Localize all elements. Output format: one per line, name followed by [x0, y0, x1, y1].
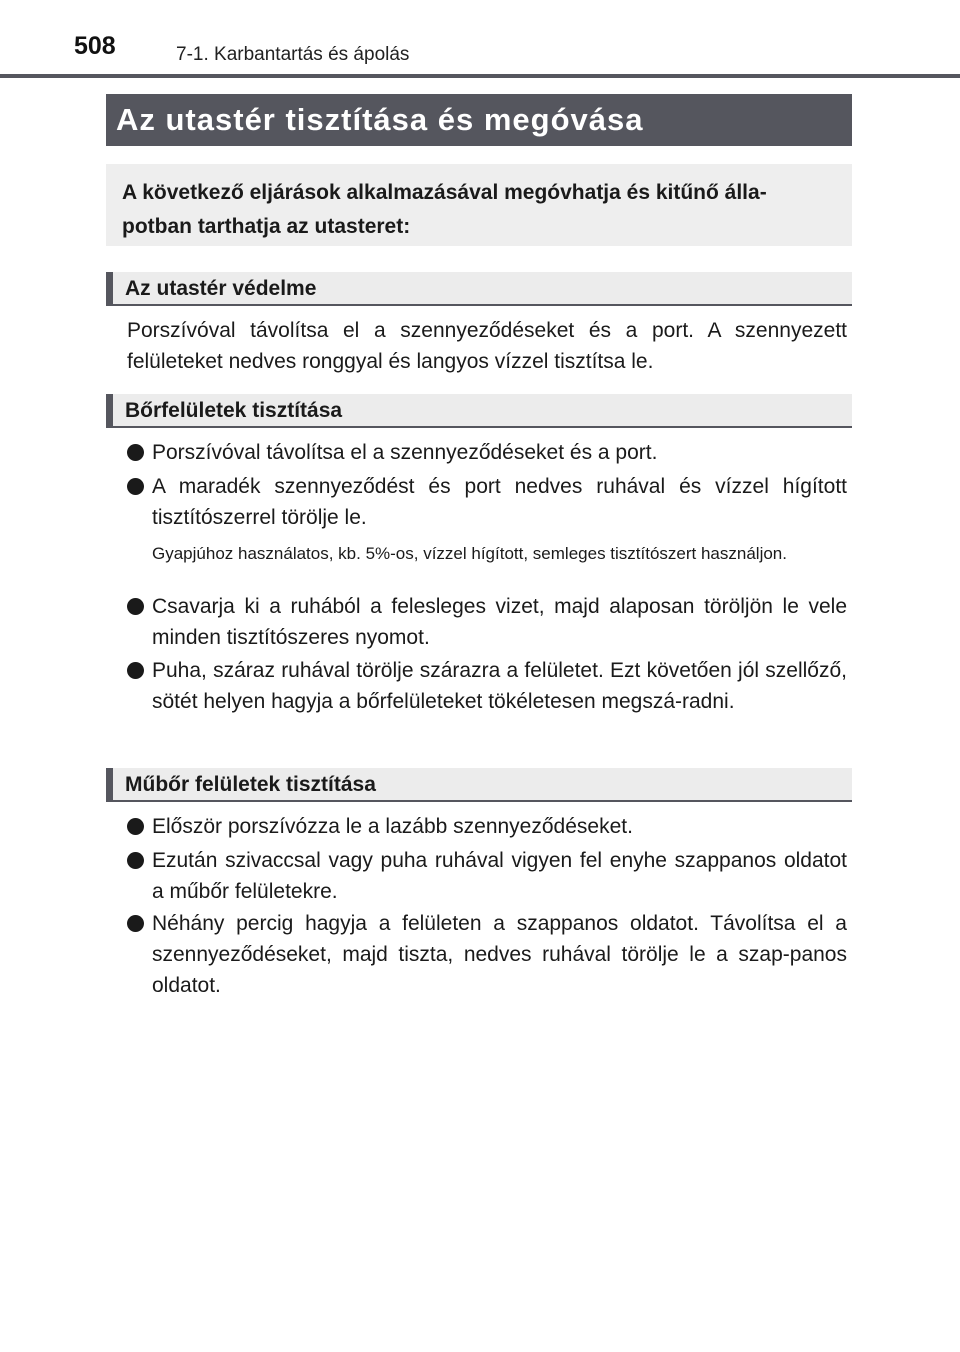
- section-heading-interior-protection: Az utastér védelme: [106, 272, 852, 306]
- page-header: [0, 0, 960, 80]
- list-item: [127, 591, 847, 653]
- list-item-text: Porszívóval távolítsa el a szennyeződéseket és a port.: [152, 441, 658, 464]
- list-item: [127, 655, 847, 717]
- list-item-text: Csavarja ki a ruhából a felesleges vizet, majd alaposan töröljön le vele minden tisztítószeres nyomot.: [152, 595, 847, 649]
- page-title: Az utastér tisztítása és megóvása: [106, 94, 852, 146]
- section-heading-leather-cleaning: Bőrfelületek tisztítása: [106, 394, 852, 428]
- list-item: [127, 437, 847, 468]
- list-item: [127, 471, 847, 533]
- list-item: [127, 908, 847, 1001]
- page-number: 508: [74, 32, 116, 60]
- bullet-icon: [127, 662, 144, 679]
- list-item: [127, 811, 847, 842]
- list-item-text: Néhány percig hagyja a felületen a szappanos oldatot. Távolítsa el a szennyeződéseket, majd tiszta, nedves ruhával törölje le a szap-panos oldatot.: [152, 912, 847, 997]
- list-item: [127, 845, 847, 907]
- section-paragraph: Porszívóval távolítsa el a szennyeződéseket és a port. A szennyezett felületeket nedves ronggyal és langyos vízzel tisztítsa le.: [127, 319, 847, 373]
- bullet-icon: [127, 478, 144, 495]
- list-item-text: Először porszívózza le a lazább szennyeződéseket.: [152, 815, 633, 838]
- bullet-icon: [127, 852, 144, 869]
- section-reference: 7-1. Karbantartás és ápolás: [176, 44, 410, 65]
- bullet-icon: [127, 598, 144, 615]
- list-item-text: A maradék szennyeződést és port nedves ruhával és vízzel hígított tisztítószerrel törölje le.: [152, 475, 847, 529]
- list-item-text: Puha, száraz ruhával törölje szárazra a felületet. Ezt követően jól szellőző, sötét helyen hagyja a bőrfelületeket tökéletesen megszá-radni.: [152, 659, 847, 713]
- bullet-icon: [127, 444, 144, 461]
- header-rule: [0, 74, 960, 78]
- bullet-icon: [127, 915, 144, 932]
- note-text: Gyapjúhoz használatos, kb. 5%-os, vízzel hígított, semleges tisztítószert használjon.: [152, 544, 787, 563]
- intro-box: A következő eljárások alkalmazásával megóvhatja és kitűnő álla-potban tarthatja az utasteret:: [106, 164, 852, 246]
- bullet-icon: [127, 818, 144, 835]
- list-item-text: Ezután szivaccsal vagy puha ruhával vigyen fel enyhe szappanos oldatot a műbőr felületekre.: [152, 849, 847, 903]
- section-heading-synthetic-leather: Műbőr felületek tisztítása: [106, 768, 852, 802]
